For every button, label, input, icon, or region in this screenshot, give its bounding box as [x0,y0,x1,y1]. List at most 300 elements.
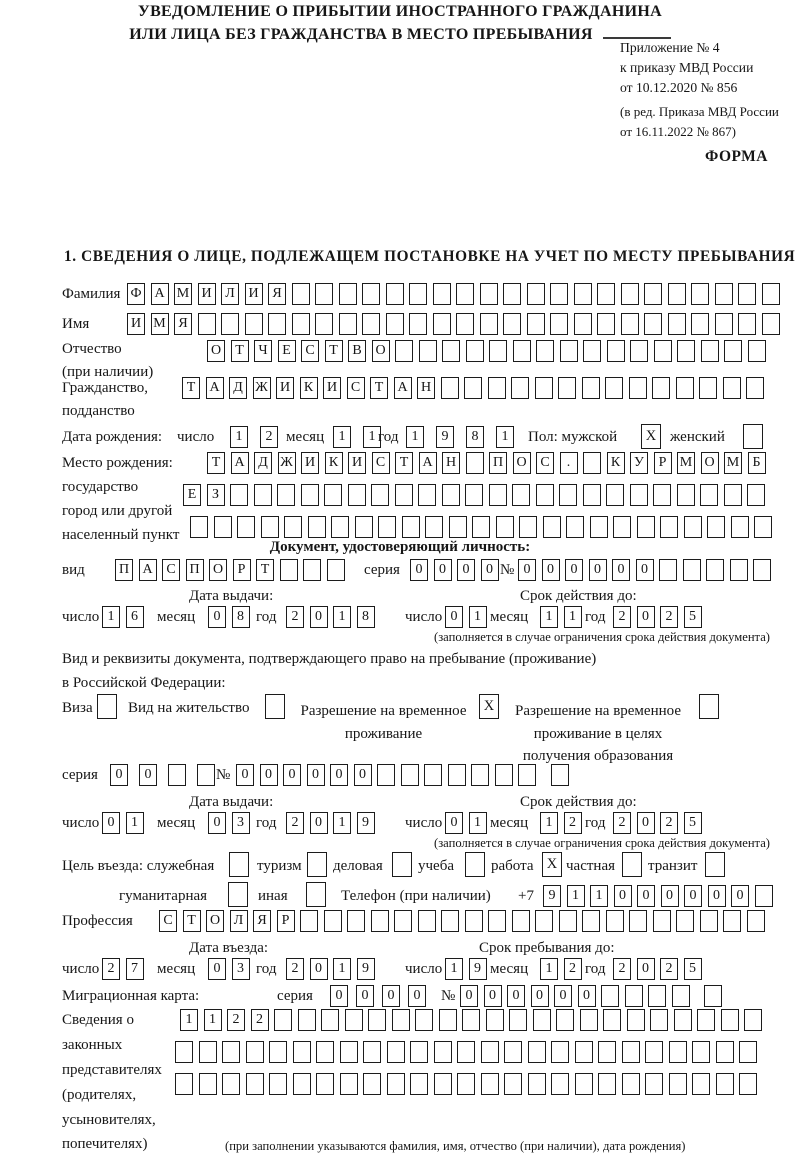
char-cell[interactable]: 0 [208,606,226,628]
char-cell[interactable] [269,1041,287,1063]
char-cell[interactable] [535,910,553,932]
char-cell[interactable]: 7 [126,958,144,980]
char-cell[interactable] [621,313,639,335]
char-cell[interactable] [199,1041,217,1063]
char-cell[interactable] [692,1073,710,1095]
purpose-private-checkbox[interactable] [622,852,642,877]
char-cell[interactable] [535,377,553,399]
char-cell[interactable] [424,764,442,786]
char-cell[interactable]: 2 [286,812,304,834]
char-cell[interactable]: 2 [613,812,631,834]
char-cell[interactable] [471,764,489,786]
char-cell[interactable] [462,1009,480,1031]
char-cell[interactable] [280,559,298,581]
char-cell[interactable] [434,1041,452,1063]
char-cell[interactable]: Б [748,452,766,474]
char-cell[interactable] [625,985,643,1007]
char-cell[interactable] [419,340,437,362]
char-cell[interactable]: 2 [251,1009,269,1031]
char-cell[interactable] [684,516,702,538]
char-cell[interactable]: 9 [357,958,375,980]
char-cell[interactable] [175,1073,193,1095]
char-cell[interactable] [574,313,592,335]
char-cell[interactable]: 1 [590,885,608,907]
char-cell[interactable] [528,1041,546,1063]
char-cell[interactable] [747,484,765,506]
char-cell[interactable] [292,283,310,305]
char-cell[interactable] [214,516,232,538]
char-cell[interactable]: А [139,559,157,581]
char-cell[interactable] [560,340,578,362]
char-cell[interactable]: 3 [232,958,250,980]
char-cell[interactable] [339,313,357,335]
char-cell[interactable] [747,910,765,932]
char-cell[interactable] [653,910,671,932]
char-cell[interactable] [363,1041,381,1063]
char-cell[interactable] [511,377,529,399]
char-cell[interactable]: 1 [445,958,463,980]
char-cell[interactable]: З [207,484,225,506]
char-cell[interactable] [652,377,670,399]
char-cell[interactable]: 0 [102,812,120,834]
char-cell[interactable]: Л [221,283,239,305]
char-cell[interactable]: 1 [333,606,351,628]
char-cell[interactable]: 0 [565,559,583,581]
char-cell[interactable] [704,985,722,1007]
char-cell[interactable]: 1 [567,885,585,907]
char-cell[interactable]: Ф [127,283,145,305]
char-cell[interactable]: . [560,452,578,474]
char-cell[interactable] [630,340,648,362]
char-cell[interactable] [601,985,619,1007]
char-cell[interactable] [371,484,389,506]
char-cell[interactable] [441,377,459,399]
char-cell[interactable]: 1 [496,426,514,448]
char-cell[interactable] [254,484,272,506]
char-cell[interactable] [550,283,568,305]
char-cell[interactable] [395,340,413,362]
char-cell[interactable] [583,484,601,506]
purpose-study-checkbox[interactable] [465,852,485,877]
char-cell[interactable] [274,1009,292,1031]
char-cell[interactable] [512,484,530,506]
char-cell[interactable]: О [701,452,719,474]
char-cell[interactable] [637,516,655,538]
char-cell[interactable] [606,910,624,932]
char-cell[interactable]: Р [654,452,672,474]
char-cell[interactable] [512,910,530,932]
char-cell[interactable]: 0 [637,958,655,980]
char-cell[interactable] [669,1073,687,1095]
char-cell[interactable] [331,516,349,538]
char-cell[interactable]: 0 [208,812,226,834]
char-cell[interactable]: 0 [637,885,655,907]
char-cell[interactable]: 1 [180,1009,198,1031]
char-cell[interactable] [503,313,521,335]
char-cell[interactable]: А [419,452,437,474]
char-cell[interactable] [401,764,419,786]
char-cell[interactable] [456,283,474,305]
char-cell[interactable]: Н [417,377,435,399]
char-cell[interactable] [465,910,483,932]
char-cell[interactable] [377,764,395,786]
char-cell[interactable]: Д [254,452,272,474]
char-cell[interactable] [316,1073,334,1095]
char-cell[interactable]: 0 [612,559,630,581]
char-cell[interactable] [629,377,647,399]
char-cell[interactable] [574,283,592,305]
char-cell[interactable]: И [323,377,341,399]
char-cell[interactable] [676,377,694,399]
sex-male-checkbox[interactable]: X [641,424,661,449]
char-cell[interactable] [668,313,686,335]
char-cell[interactable]: 0 [637,606,655,628]
char-cell[interactable] [691,313,709,335]
char-cell[interactable]: 0 [460,985,478,1007]
char-cell[interactable]: Р [277,910,295,932]
char-cell[interactable] [425,516,443,538]
char-cell[interactable]: П [489,452,507,474]
char-cell[interactable]: 2 [660,606,678,628]
char-cell[interactable] [715,283,733,305]
char-cell[interactable] [762,283,780,305]
char-cell[interactable] [448,764,466,786]
char-cell[interactable] [480,313,498,335]
char-cell[interactable] [386,283,404,305]
char-cell[interactable]: 1 [333,958,351,980]
char-cell[interactable]: 0 [410,559,428,581]
char-cell[interactable] [298,1009,316,1031]
purpose-humanitarian-checkbox[interactable] [228,882,248,907]
char-cell[interactable]: 0 [434,559,452,581]
char-cell[interactable] [755,885,773,907]
char-cell[interactable] [645,1041,663,1063]
char-cell[interactable] [465,484,483,506]
char-cell[interactable] [648,985,666,1007]
char-cell[interactable] [744,1009,762,1031]
char-cell[interactable] [199,1073,217,1095]
char-cell[interactable]: Я [268,283,286,305]
char-cell[interactable]: 1 [469,812,487,834]
char-cell[interactable] [668,283,686,305]
char-cell[interactable] [284,516,302,538]
char-cell[interactable] [456,313,474,335]
char-cell[interactable] [230,484,248,506]
char-cell[interactable]: 0 [637,812,655,834]
purpose-transit-checkbox[interactable] [705,852,725,877]
temp-residence-education-checkbox[interactable] [699,694,719,719]
char-cell[interactable] [495,764,513,786]
char-cell[interactable] [575,1073,593,1095]
char-cell[interactable] [582,910,600,932]
char-cell[interactable] [503,283,521,305]
char-cell[interactable]: 6 [126,606,144,628]
char-cell[interactable]: 5 [684,812,702,834]
char-cell[interactable] [308,516,326,538]
char-cell[interactable] [724,484,742,506]
char-cell[interactable] [348,484,366,506]
char-cell[interactable] [339,283,357,305]
char-cell[interactable]: 1 [540,812,558,834]
char-cell[interactable] [731,516,749,538]
char-cell[interactable] [653,484,671,506]
char-cell[interactable] [706,559,724,581]
char-cell[interactable]: 2 [260,426,278,448]
char-cell[interactable] [293,1041,311,1063]
char-cell[interactable] [566,516,584,538]
char-cell[interactable] [527,283,545,305]
char-cell[interactable]: И [276,377,294,399]
char-cell[interactable] [739,1041,757,1063]
char-cell[interactable]: 0 [236,764,254,786]
char-cell[interactable]: П [115,559,133,581]
char-cell[interactable]: 0 [507,985,525,1007]
char-cell[interactable] [496,516,514,538]
char-cell[interactable] [644,283,662,305]
char-cell[interactable] [340,1073,358,1095]
char-cell[interactable] [622,1041,640,1063]
char-cell[interactable] [654,340,672,362]
char-cell[interactable] [472,516,490,538]
char-cell[interactable] [237,516,255,538]
char-cell[interactable] [716,1073,734,1095]
char-cell[interactable] [559,910,577,932]
char-cell[interactable] [645,1073,663,1095]
char-cell[interactable] [738,283,756,305]
char-cell[interactable]: 1 [540,606,558,628]
char-cell[interactable] [190,516,208,538]
char-cell[interactable] [378,516,396,538]
char-cell[interactable]: 9 [469,958,487,980]
char-cell[interactable]: Л [230,910,248,932]
char-cell[interactable] [221,313,239,335]
char-cell[interactable]: 1 [126,812,144,834]
char-cell[interactable]: 8 [466,426,484,448]
char-cell[interactable] [387,1041,405,1063]
char-cell[interactable]: 0 [110,764,128,786]
char-cell[interactable] [518,764,536,786]
char-cell[interactable]: 2 [564,812,582,834]
char-cell[interactable]: 0 [484,985,502,1007]
char-cell[interactable] [418,484,436,506]
sex-female-checkbox[interactable] [743,424,763,449]
char-cell[interactable]: 1 [230,426,248,448]
char-cell[interactable] [409,283,427,305]
char-cell[interactable]: 0 [554,985,572,1007]
char-cell[interactable] [316,1041,334,1063]
char-cell[interactable]: 0 [684,885,702,907]
char-cell[interactable] [583,340,601,362]
char-cell[interactable] [700,910,718,932]
char-cell[interactable] [603,1009,621,1031]
char-cell[interactable]: К [607,452,625,474]
char-cell[interactable]: 0 [578,985,596,1007]
char-cell[interactable] [466,340,484,362]
char-cell[interactable] [222,1073,240,1095]
char-cell[interactable] [528,1073,546,1095]
char-cell[interactable] [605,377,623,399]
char-cell[interactable]: 0 [330,985,348,1007]
char-cell[interactable] [556,1009,574,1031]
char-cell[interactable] [677,340,695,362]
char-cell[interactable]: 0 [614,885,632,907]
char-cell[interactable] [439,1009,457,1031]
char-cell[interactable]: 0 [310,606,328,628]
char-cell[interactable]: Т [231,340,249,362]
char-cell[interactable]: 2 [227,1009,245,1031]
char-cell[interactable]: 0 [542,559,560,581]
char-cell[interactable] [676,910,694,932]
char-cell[interactable] [533,1009,551,1031]
char-cell[interactable]: И [245,283,263,305]
char-cell[interactable] [550,313,568,335]
char-cell[interactable] [629,910,647,932]
char-cell[interactable]: 9 [357,812,375,834]
char-cell[interactable] [691,283,709,305]
char-cell[interactable]: 9 [436,426,454,448]
char-cell[interactable] [433,283,451,305]
char-cell[interactable] [598,1073,616,1095]
char-cell[interactable] [622,1073,640,1095]
char-cell[interactable] [409,313,427,335]
char-cell[interactable]: О [209,559,227,581]
char-cell[interactable] [551,1073,569,1095]
char-cell[interactable]: О [207,340,225,362]
char-cell[interactable] [650,1009,668,1031]
char-cell[interactable]: 0 [208,958,226,980]
char-cell[interactable]: С [301,340,319,362]
char-cell[interactable] [441,910,459,932]
char-cell[interactable] [315,313,333,335]
char-cell[interactable]: 0 [310,958,328,980]
char-cell[interactable] [672,985,690,1007]
purpose-business-checkbox[interactable] [392,852,412,877]
char-cell[interactable] [674,1009,692,1031]
char-cell[interactable] [551,1041,569,1063]
char-cell[interactable] [466,452,484,474]
char-cell[interactable]: Ж [278,452,296,474]
char-cell[interactable] [434,1073,452,1095]
char-cell[interactable] [480,283,498,305]
char-cell[interactable]: 0 [518,559,536,581]
char-cell[interactable]: 0 [260,764,278,786]
char-cell[interactable] [590,516,608,538]
char-cell[interactable]: И [198,283,216,305]
char-cell[interactable] [509,1009,527,1031]
char-cell[interactable]: 8 [357,606,375,628]
char-cell[interactable]: С [162,559,180,581]
char-cell[interactable]: 2 [660,958,678,980]
char-cell[interactable] [748,340,766,362]
char-cell[interactable]: 2 [613,606,631,628]
char-cell[interactable] [269,1073,287,1095]
char-cell[interactable] [410,1041,428,1063]
char-cell[interactable] [746,377,764,399]
char-cell[interactable]: 5 [684,606,702,628]
char-cell[interactable]: 0 [731,885,749,907]
char-cell[interactable] [395,484,413,506]
char-cell[interactable]: 9 [543,885,561,907]
char-cell[interactable] [300,910,318,932]
char-cell[interactable] [730,559,748,581]
char-cell[interactable] [415,1009,433,1031]
char-cell[interactable] [504,1041,522,1063]
char-cell[interactable]: М [677,452,695,474]
char-cell[interactable] [692,1041,710,1063]
char-cell[interactable]: 1 [102,606,120,628]
char-cell[interactable] [362,283,380,305]
char-cell[interactable]: 1 [204,1009,222,1031]
char-cell[interactable] [575,1041,593,1063]
char-cell[interactable]: П [186,559,204,581]
char-cell[interactable]: Е [183,484,201,506]
char-cell[interactable]: М [151,313,169,335]
char-cell[interactable] [246,1041,264,1063]
char-cell[interactable] [753,559,771,581]
char-cell[interactable]: 2 [102,958,120,980]
char-cell[interactable]: И [348,452,366,474]
char-cell[interactable] [739,1073,757,1095]
char-cell[interactable] [402,516,420,538]
char-cell[interactable] [488,377,506,399]
char-cell[interactable] [721,1009,739,1031]
char-cell[interactable] [580,1009,598,1031]
char-cell[interactable]: 0 [445,606,463,628]
char-cell[interactable] [723,377,741,399]
char-cell[interactable] [245,313,263,335]
char-cell[interactable]: Т [207,452,225,474]
char-cell[interactable] [683,559,701,581]
char-cell[interactable] [700,484,718,506]
char-cell[interactable] [315,283,333,305]
char-cell[interactable] [699,377,717,399]
char-cell[interactable]: Т [395,452,413,474]
char-cell[interactable]: М [174,283,192,305]
purpose-tourism-checkbox[interactable] [307,852,327,877]
char-cell[interactable] [481,1073,499,1095]
char-cell[interactable] [292,313,310,335]
char-cell[interactable] [293,1073,311,1095]
char-cell[interactable] [324,484,342,506]
char-cell[interactable]: Т [183,910,201,932]
char-cell[interactable]: А [206,377,224,399]
char-cell[interactable] [519,516,537,538]
char-cell[interactable] [268,313,286,335]
char-cell[interactable]: М [724,452,742,474]
char-cell[interactable]: 0 [445,812,463,834]
char-cell[interactable] [246,1073,264,1095]
char-cell[interactable]: К [300,377,318,399]
char-cell[interactable]: Т [256,559,274,581]
char-cell[interactable] [527,313,545,335]
char-cell[interactable] [277,484,295,506]
char-cell[interactable]: Я [253,910,271,932]
char-cell[interactable]: 2 [613,958,631,980]
char-cell[interactable] [754,516,772,538]
char-cell[interactable]: 2 [564,958,582,980]
char-cell[interactable]: 0 [310,812,328,834]
char-cell[interactable] [355,516,373,538]
char-cell[interactable]: О [372,340,390,362]
char-cell[interactable]: Е [278,340,296,362]
char-cell[interactable] [392,1009,410,1031]
char-cell[interactable]: 0 [408,985,426,1007]
char-cell[interactable] [489,340,507,362]
char-cell[interactable] [387,1073,405,1095]
char-cell[interactable]: 2 [286,606,304,628]
char-cell[interactable] [597,313,615,335]
char-cell[interactable]: Ж [253,377,271,399]
